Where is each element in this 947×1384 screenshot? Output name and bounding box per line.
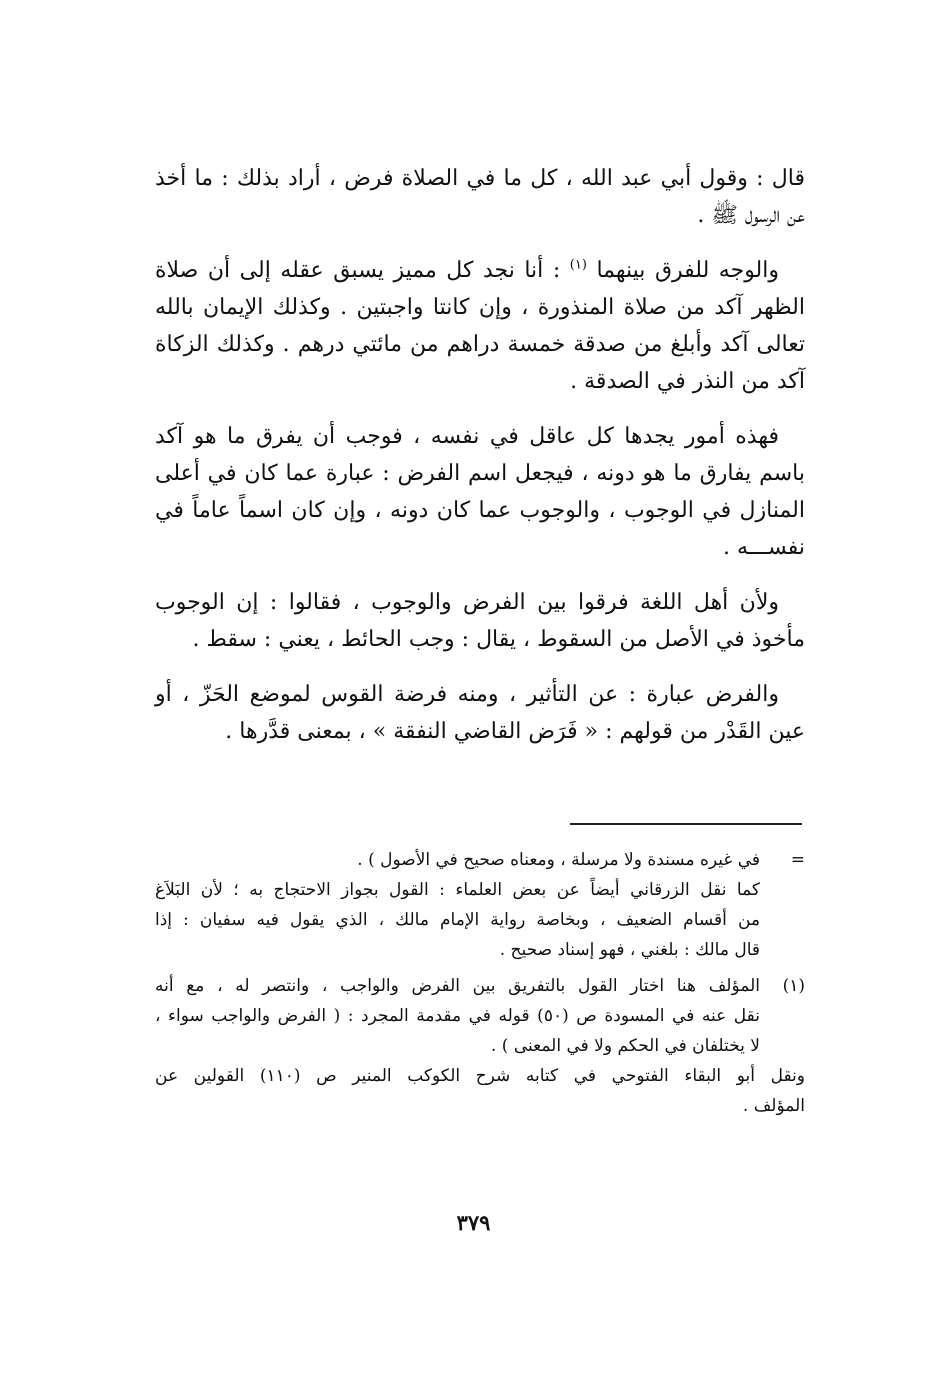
footnote-line: لا يختلفان في الحكم ولا في المعنى ) . <box>491 1036 760 1056</box>
text-fragment: أنا نجد كل مميز يسبق عقله إلى أن صلاة <box>155 258 544 283</box>
footnote-line: المؤلف . <box>742 1096 805 1116</box>
paragraph-5 <box>155 676 805 750</box>
paragraph-4 <box>155 584 805 658</box>
footnote-line: من أقسام الضعيف ، وبخاصة رواية الإمام مالك ، الذي يقول فيه سفيان : إذا <box>155 910 760 930</box>
text-line: الظهر آكد من صلاة المنذورة ، وإن كانتا واجبتين . وكذلك الإيمان بالله <box>155 295 805 320</box>
paragraph-2 <box>155 252 805 400</box>
footnote-marker: (١) <box>782 976 805 996</box>
footnote-line: نقل عنه في المسودة ص (٥٠) قوله في مقدمة المجرد : ( الفرض والواجب سواء ، <box>155 1006 760 1026</box>
footnote-line: قال مالك : بلغني ، فهو إسناد صحيح . <box>499 940 760 960</box>
main-text <box>155 160 805 768</box>
footnote-line: كما نقل الزرقاني أيضاً عن بعض العلماء : القول بجواز الاحتجاج به ؛ لأن البَلاَغ <box>155 880 760 900</box>
footnote-line: في غيره مسندة ولا مرسلة ، ومعناه صحيح في الأصول ) . <box>357 850 760 870</box>
paragraph-3 <box>155 418 805 566</box>
text-line: والفرض عبارة : عن التأثير ، ومنه فرضة القوس لموضع الحَزّ ، أو <box>155 682 779 707</box>
text-line: عن الرسول ﷺ . <box>697 203 805 228</box>
footnotes <box>155 845 805 1127</box>
text-line: المنازل في الوجوب ، والوجوب عما كان دونه ، وإن كان اسماً عاماً في <box>155 498 805 523</box>
text-fragment: والوجه للفرق بينهما <box>596 258 779 283</box>
text-line: آكد من النذر في الصدقة . <box>570 369 805 394</box>
page-number: ٣٧٩ <box>456 1210 491 1235</box>
footnote-line: المؤلف هنا اختار القول بالتفريق بين الفرض والواجب ، وانتصر له ، مع أنه <box>155 976 760 996</box>
text-line: والوجه للفرق بينهما $^{(١)}$ : أنا نجد كل مميز يسبق عقله إلى أن صلاة <box>155 257 779 283</box>
text-line: قال : وقول أبي عبد الله ، كل ما في الصلاة فرض ، أراد بذلك : ما أخذ <box>155 166 805 191</box>
paragraph-1 <box>155 160 805 234</box>
footnote-1 <box>155 971 805 1121</box>
text-line: عين القَدْر من قولهم : « فَرَض القاضي النفقة » ، بمعنى قدَّرها . <box>225 719 805 744</box>
footnote-line: ونقل أبو البقاء الفتوحي في كتابه شرح الكوكب المنير ص (١١٠) القولين عن <box>155 1066 805 1086</box>
text-line: نفســـه . <box>723 535 805 560</box>
text-line: تعالى آكد وأبلغ من صدقة خمسة دراهم من مائتي درهم . وكذلك الزكاة <box>155 332 805 357</box>
footnote-marker: = <box>790 850 805 870</box>
text-line: ولأن أهل اللغة فرقوا بين الفرض والوجوب ، فقالوا : إن الوجوب <box>155 590 779 615</box>
text-line: فهذه أمور يجدها كل عاقل في نفسه ، فوجب أن يفرق ما هو آكد <box>155 424 779 449</box>
text-line: باسم يفارق ما هو دونه ، فيجعل اسم الفرض : عبارة عما كان في أعلى <box>155 461 805 486</box>
text-line: مأخوذ في الأصل من السقوط ، يقال : وجب الحائط ، يعني : سقط . <box>192 627 805 652</box>
footnote-reference[interactable]: (١) <box>569 257 587 273</box>
footnote-continued <box>155 845 805 965</box>
footnote-separator <box>570 823 802 825</box>
